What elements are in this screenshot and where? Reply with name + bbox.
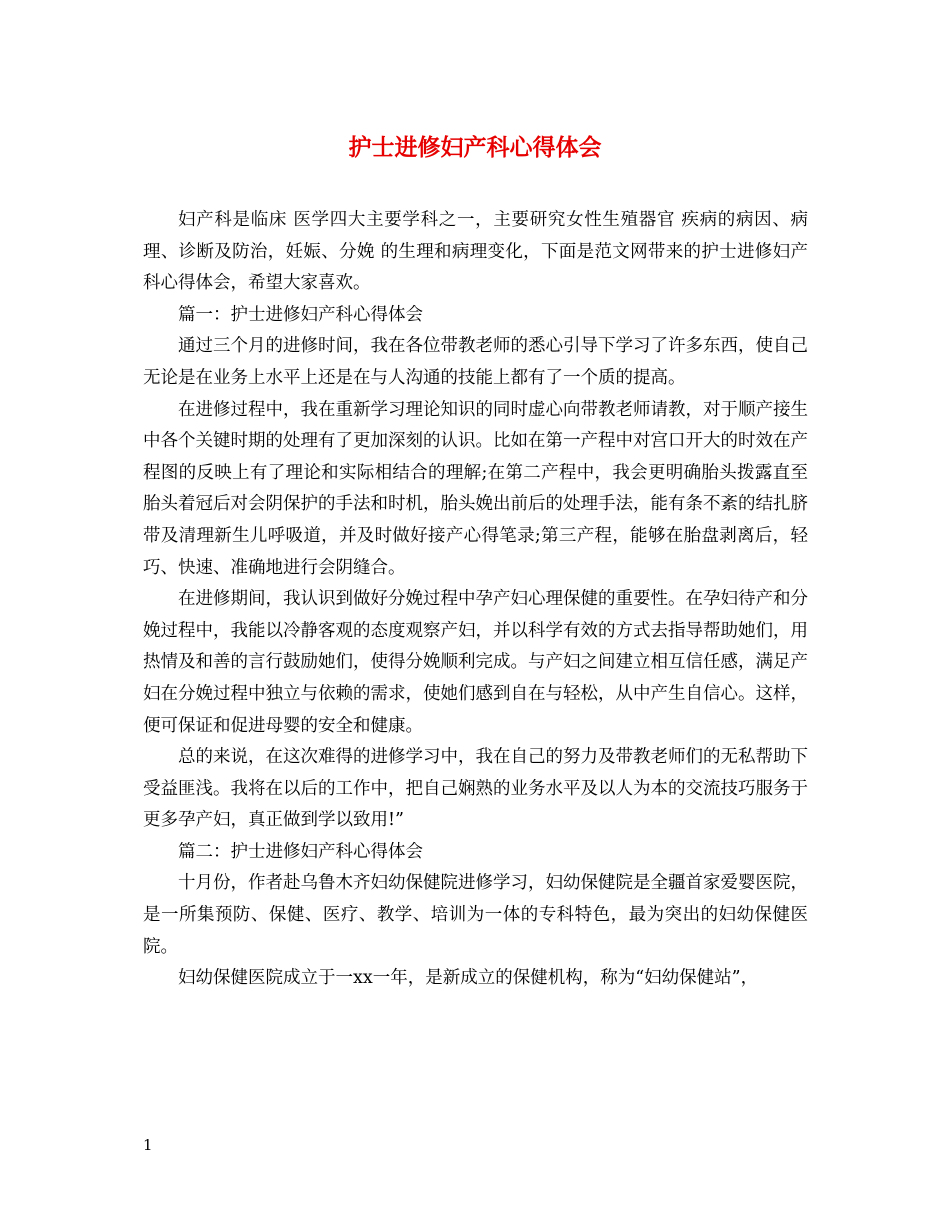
section-heading-2: 篇二：护士进修妇产科心得体会 [178,841,423,862]
page-number: 1 [143,1136,153,1154]
document-title: 护士进修妇产科心得体会 [348,134,602,161]
paragraph: 在进修过程中，我在重新学习理论知识的同时虚心向带教老师请教，对于顺产接生中各个关键时期的处理有了更加深刻的认识。比如在第一产程中对宫口开大的时效在产程图的反映上有了理论和实际相结合的理解;在第二产程中，我会更明确胎头拨露直至胎头着冠后对会阴保护的手法和时机，胎头娩出前后的处理手法，能有条不紊的结扎脐带及清理新生儿呼吸道，并及时做好接产心得笔录;第三产程，能够在胎盘剥离后，轻巧、快速、准确地进行会阴缝合。 [143,399,808,578]
paragraph: 在进修期间，我认识到做好分娩过程中孕产妇心理保健的重要性。在孕妇待产和分娩过程中，我能以冷静客观的态度观察产妇，并以科学有效的方式去指导帮助她们，用热情及和善的言行鼓励她们，使得分娩顺利完成。与产妇之间建立相互信任感，满足产妇在分娩过程中独立与依赖的需求，使她们感到自在与轻松，从中产生自信心。这样，便可保证和促进母婴的安全和健康。 [143,589,808,736]
section-heading-1: 篇一：护士进修妇产科心得体会 [178,304,423,325]
paragraph: 妇幼保健医院成立于一xx一年，是新成立的保健机构，称为“妇幼保健站”， [178,968,759,989]
paragraph: 总的来说，在这次难得的进修学习中，我在自己的努力及带教老师们的无私帮助下受益匪浅。我将在以后的工作中，把自己娴熟的业务水平及以人为本的交流技巧服务于更多孕产妇，真正做到学以致用!” [143,747,808,831]
document-body [143,205,808,995]
paragraph: 十月份，作者赴乌鲁木齐妇幼保健院进修学习，妇幼保健院是全疆首家爱婴医院，是一所集预防、保健、医疗、教学、培训为一体的专科特色，最为突出的妇幼保健医院。 [143,873,808,957]
paragraph: 通过三个月的进修时间，我在各位带教老师的悉心引导下学习了许多东西，使自己无论是在业务上水平上还是在与人沟通的技能上都有了一个质的提高。 [143,336,808,388]
paragraph-intro: 妇产科是临床 医学四大主要学科之一，主要研究女性生殖器官 疾病的病因、病理、诊断及防治，妊娠、分娩 的生理和病理变化，下面是范文网带来的护士进修妇产科心得体会，希望大家喜欢。 [143,210,808,294]
